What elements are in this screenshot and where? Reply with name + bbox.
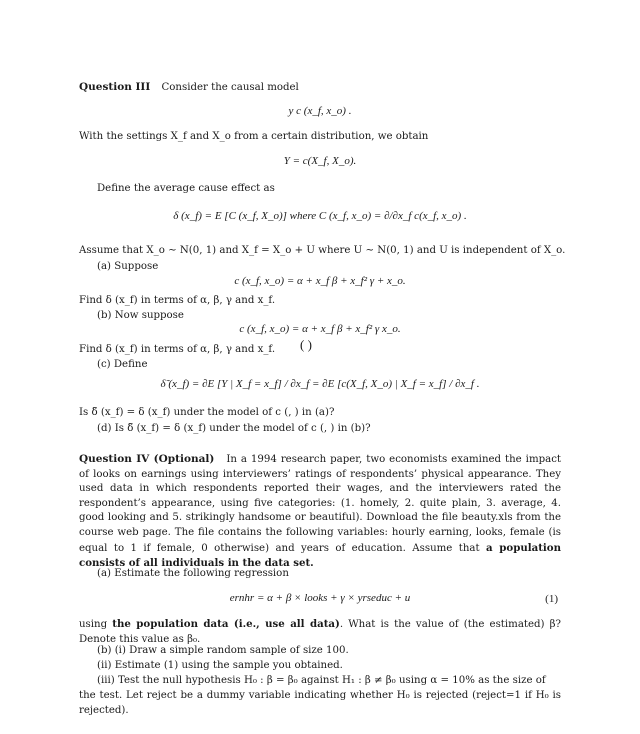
assumption-text: Assume that X_o ∼ N(0, 1) and X_f = X_o + U where U ∼ N(0, 1) and U is independent of X_o.	[79, 245, 566, 256]
equation-average-cause-effect: δ (x_f) = E [C (x_f, X_o)] where C (x_f, x_o) = ∂/∂x_f c(x_f, x_o) .	[173, 210, 467, 222]
q4-part-a-label: (a) Estimate the following regression	[97, 568, 289, 579]
part-c-label: (c) Define	[97, 359, 148, 370]
part-d-question: (d) Is δ̃ (x_f) = δ (x_f) under the model of c (, ) in (b)?	[97, 423, 371, 434]
find-b-text: Find δ (x_f) in terms of α, β, γ and x_f.	[79, 344, 276, 355]
using-bold: the population data (i.e., use all data)	[112, 618, 340, 630]
question-3-intro: Consider the causal model	[161, 82, 299, 93]
using-population-text	[79, 617, 561, 647]
question-4-title: Question IV (Optional)	[79, 453, 215, 465]
part-a-label: (a) Suppose	[97, 261, 159, 272]
find-a-text: Find δ (x_f) in terms of α, β, γ and x_f.	[79, 295, 276, 306]
equation-causal-model: y c (x_f, x_o) .	[288, 105, 352, 117]
question-4-body: In a 1994 research paper, two economists examined the impact of looks on earnings using interviewers’ ratings of respondents’ physical appearance. They used data in which respondents reported their wages, and the interviewers rated the respondent’s appearance, using five categories: (1. homely, 2. quite plain, 3. average, 4. good looking and 5. strikingly handsome or beautiful). Download the file beauty.xls from the course web page. The file contains the following variables: hourly earning, looks, female (is equal to 1 if female, 0 otherwise) and years of education. Assume that	[79, 454, 561, 554]
settings-text: With the settings X_f and X_o from a certain distribution, we obtain	[79, 131, 429, 142]
equation-part-a: c (x_f, x_o) = α + x_f β + x_f² γ + x_o.	[234, 275, 406, 287]
q4-part-b-ii: (ii) Estimate (1) using the sample you obtained.	[97, 660, 343, 671]
using-post: . What is the value of (the estimated) β? Denote this value as β₀.	[79, 619, 561, 645]
is-equal-question-a: Is δ̃ (x_f) = δ (x_f) under the model of c (, ) in (a)?	[79, 407, 335, 418]
question-3-heading-line	[79, 81, 299, 93]
part-b-label: (b) Now suppose	[97, 310, 184, 321]
define-ace-text: Define the average cause effect as	[97, 183, 275, 194]
equation-part-c: δ̃ (x_f) = ∂E [Y | X_f = x_f] / ∂x_f = ∂E [c(X_f, X_o) | X_f = x_f] / ∂x_f .	[160, 378, 480, 390]
question-4-paragraph	[79, 452, 561, 572]
equation-part-b: c (x_f, x_o) = α + x_f β + x_f² γ x_o.	[239, 323, 401, 335]
question-3-title: Question III	[79, 81, 151, 93]
q4-part-b-iii: (iii) Test the null hypothesis H₀ : β = β₀ against H₁ : β ≠ β₀ using α = 10% as the size of	[97, 675, 546, 686]
question-4-body-bold: a population consists of all individuals in the data set.	[79, 541, 561, 570]
using-pre: using	[79, 619, 108, 630]
equation-number: (1)	[545, 593, 558, 605]
equation-Y: Y = c(X_f, X_o).	[283, 155, 357, 167]
q4-part-b-iii-continued: the test. Let reject be a dummy variable indicating whether H₀ is rejected (reject=1 if H₀ is rejected).	[79, 690, 561, 716]
equation-part-b-parentheses: ( )	[300, 337, 312, 352]
q4-part-b-i: (b) (i) Draw a simple random sample of size 100.	[97, 645, 349, 656]
equation-regression: ernhr = α + β × looks + γ × yrseduc + u	[229, 592, 411, 604]
